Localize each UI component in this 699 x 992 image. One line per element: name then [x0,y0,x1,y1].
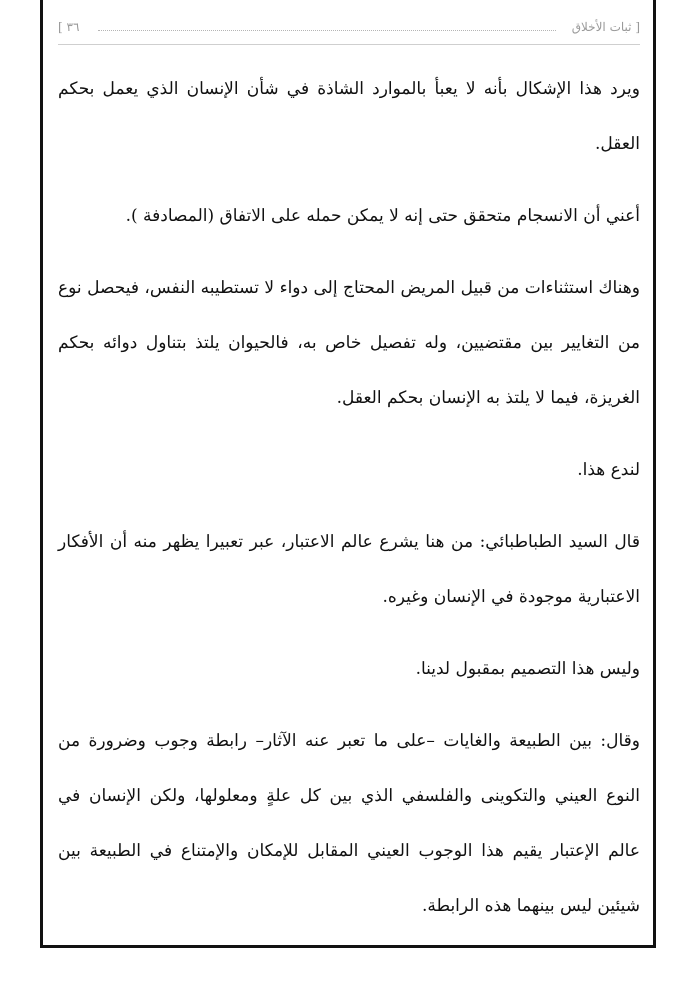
paragraph-7: وقال: بين الطبيعة والغايات –على ما تعبر عنه الآثار– رابطة وجوب وضرورة من النوع العيني والتكوينى والفلسفي الذي بين كل علةٍ ومعلولها، ولكن الإنسان في عالم الإعتبار يقيم هذا الوجوب العيني المقابل للإمكان والإمتناع في الطبيعة بين شيئين ليس بينهما هذه الرابطة. [58,731,640,916]
paragraph-1: ويرد هذا الإشكال بأنه لا يعبأ بالموارد الشاذة في شأن الإنسان الذي يعمل بحكم العقل. [58,79,640,154]
paragraph-6: وليس هذا التصميم بمقبول لدينا. [415,659,640,679]
paragraph-5: قال السيد الطباطبائي: من هنا يشرع عالم الاعتبار، عبر تعبيرا يظهر منه أن الأفكار الاعتبارية موجودة في الإنسان وغيره. [58,532,640,607]
header-rule [58,44,640,45]
page-number: ٣٦ ] [58,20,80,34]
running-header [58,18,640,40]
book-title: [ ثبات الأخلاق [571,20,640,34]
paragraph-4: لندع هذا. [577,460,640,480]
paragraph-3: وهناك استثناءات من قبيل المريض المحتاج إلى دواء لا تستطيبه النفس، فيحصل نوع من التغايير بين مقتضيين، وله تفصيل خاص به، فالحيوان يلتذ بتناول دوائه بحكم الغريزة، فيما لا يلتذ به الإنسان بحكم العقل. [58,278,640,408]
page-body [58,62,640,951]
paragraph-2: أعني أن الانسجام متحقق حتى إنه لا يمكن حمله على الاتفاق (المصادفة ). [125,206,640,226]
header-dotted-leader [98,30,556,31]
